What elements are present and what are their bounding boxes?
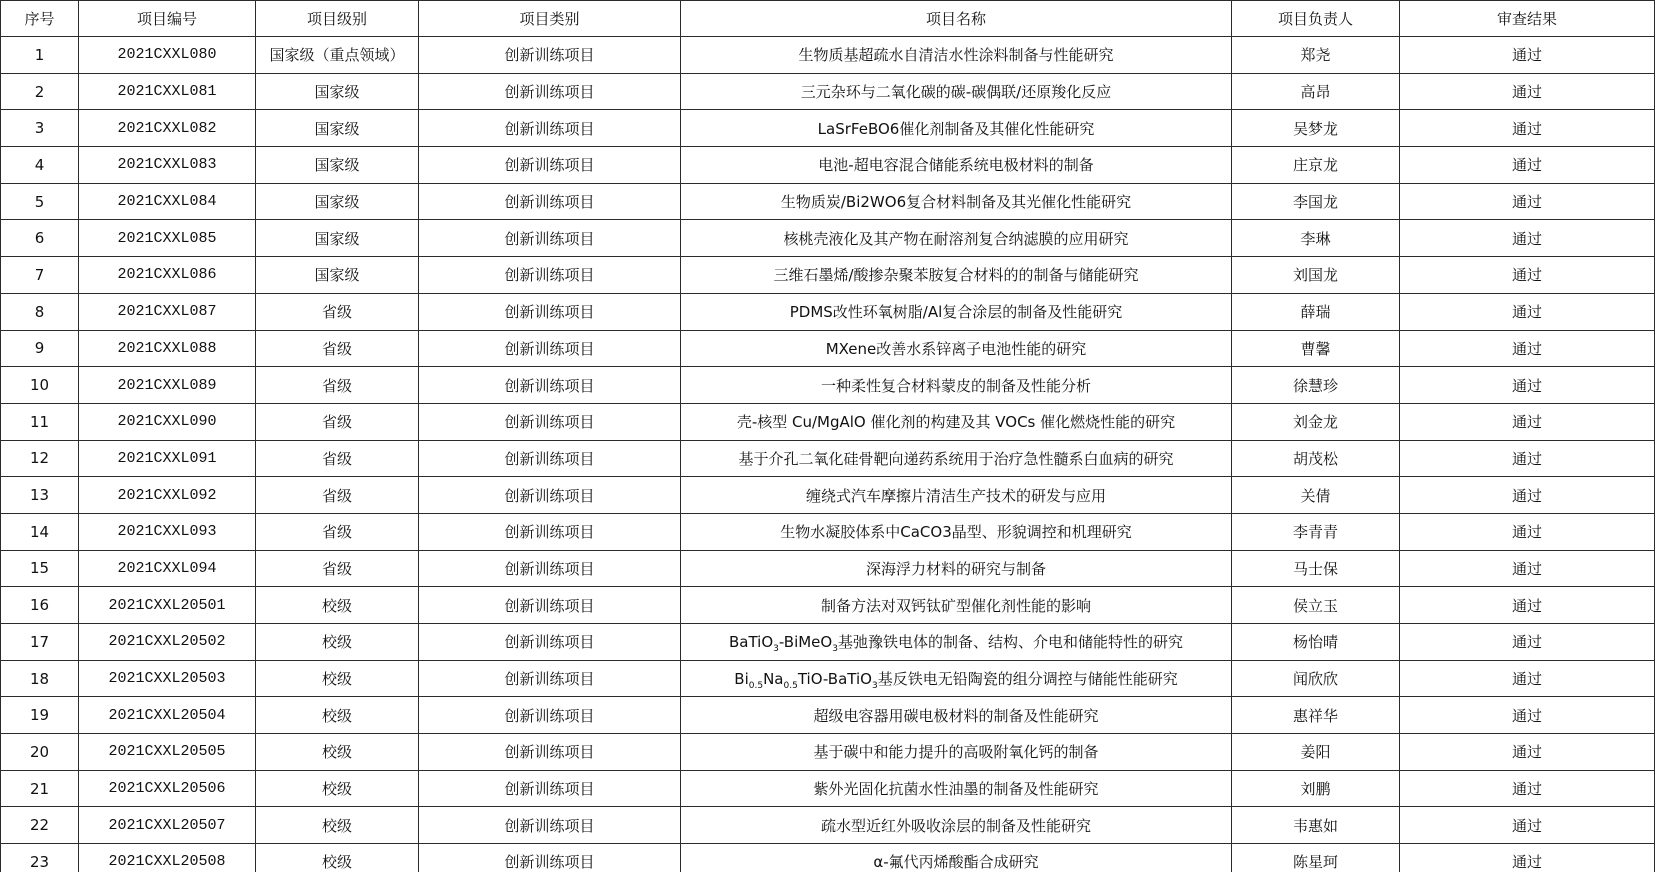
cell-name: 基于碳中和能力提升的高吸附氧化钙的制备 bbox=[681, 734, 1232, 771]
cell-no: 2 bbox=[1, 73, 79, 110]
cell-category: 创新训练项目 bbox=[419, 73, 681, 110]
name-subscript: 3 bbox=[773, 644, 779, 655]
cell-name: 紫外光固化抗菌水性油墨的制备及性能研究 bbox=[681, 770, 1232, 807]
cell-name: MXene改善水系锌离子电池性能的研究 bbox=[681, 330, 1232, 367]
cell-category: 创新训练项目 bbox=[419, 330, 681, 367]
cell-leader: 李琳 bbox=[1232, 220, 1400, 257]
cell-result: 通过 bbox=[1400, 807, 1655, 844]
name-subscript: 3 bbox=[832, 644, 838, 655]
cell-level: 校级 bbox=[256, 734, 419, 771]
cell-code: 2021CXXL20508 bbox=[79, 844, 256, 881]
cell-name: 缠绕式汽车摩擦片清洁生产技术的研发与应用 bbox=[681, 477, 1232, 514]
header-no: 序号 bbox=[1, 1, 79, 37]
cell-level: 省级 bbox=[256, 403, 419, 440]
cell-leader: 闻欣欣 bbox=[1232, 660, 1400, 697]
table-row bbox=[1, 477, 1655, 514]
table-row bbox=[1, 734, 1655, 771]
table-row bbox=[1, 257, 1655, 294]
cell-no: 5 bbox=[1, 183, 79, 220]
cell-no: 7 bbox=[1, 257, 79, 294]
cell-category: 创新训练项目 bbox=[419, 37, 681, 74]
table-row bbox=[1, 440, 1655, 477]
table-row bbox=[1, 367, 1655, 404]
cell-name: LaSrFeBO6催化剂制备及其催化性能研究 bbox=[681, 110, 1232, 147]
cell-category: 创新训练项目 bbox=[419, 513, 681, 550]
table-row bbox=[1, 110, 1655, 147]
cell-level: 省级 bbox=[256, 477, 419, 514]
cell-result: 通过 bbox=[1400, 403, 1655, 440]
cell-no: 13 bbox=[1, 477, 79, 514]
cell-level: 校级 bbox=[256, 697, 419, 734]
cell-level: 校级 bbox=[256, 660, 419, 697]
name-subscript: 0.5 bbox=[748, 681, 764, 692]
cell-leader: 刘国龙 bbox=[1232, 257, 1400, 294]
cell-code: 2021CXXL20507 bbox=[79, 807, 256, 844]
cell-result: 通过 bbox=[1400, 660, 1655, 697]
cell-no: 22 bbox=[1, 807, 79, 844]
cell-leader: 陈星珂 bbox=[1232, 844, 1400, 881]
cell-code: 2021CXXL092 bbox=[79, 477, 256, 514]
cell-leader: 姜阳 bbox=[1232, 734, 1400, 771]
cell-leader: 曹馨 bbox=[1232, 330, 1400, 367]
cell-no: 21 bbox=[1, 770, 79, 807]
cell-name: α-氟代丙烯酸酯合成研究 bbox=[681, 844, 1232, 881]
cell-category: 创新训练项目 bbox=[419, 770, 681, 807]
cell-name: 三维石墨烯/酸掺杂聚苯胺复合材料的的制备与储能研究 bbox=[681, 257, 1232, 294]
header-code: 项目编号 bbox=[79, 1, 256, 37]
cell-leader: 李国龙 bbox=[1232, 183, 1400, 220]
header-row bbox=[1, 1, 1655, 37]
cell-result: 通过 bbox=[1400, 734, 1655, 771]
table-row bbox=[1, 660, 1655, 697]
cell-result: 通过 bbox=[1400, 220, 1655, 257]
cell-no: 16 bbox=[1, 587, 79, 624]
cell-level: 国家级 bbox=[256, 73, 419, 110]
name-subscript: 3 bbox=[871, 681, 878, 692]
cell-code: 2021CXXL20502 bbox=[79, 624, 256, 661]
cell-category: 创新训练项目 bbox=[419, 293, 681, 330]
cell-category: 创新训练项目 bbox=[419, 477, 681, 514]
cell-result: 通过 bbox=[1400, 147, 1655, 184]
cell-code: 2021CXXL087 bbox=[79, 293, 256, 330]
cell-name: 生物质基超疏水自清洁水性涂料制备与性能研究 bbox=[681, 37, 1232, 74]
cell-leader: 侯立玉 bbox=[1232, 587, 1400, 624]
table-row bbox=[1, 293, 1655, 330]
cell-category: 创新训练项目 bbox=[419, 257, 681, 294]
cell-no: 17 bbox=[1, 624, 79, 661]
cell-level: 省级 bbox=[256, 330, 419, 367]
cell-no: 1 bbox=[1, 37, 79, 74]
cell-no: 23 bbox=[1, 844, 79, 881]
header-leader: 项目负责人 bbox=[1232, 1, 1400, 37]
cell-leader: 李青青 bbox=[1232, 513, 1400, 550]
header-level: 项目级别 bbox=[256, 1, 419, 37]
cell-no: 3 bbox=[1, 110, 79, 147]
cell-code: 2021CXXL20503 bbox=[79, 660, 256, 697]
cell-result: 通过 bbox=[1400, 844, 1655, 881]
cell-code: 2021CXXL093 bbox=[79, 513, 256, 550]
table-row bbox=[1, 550, 1655, 587]
cell-level: 校级 bbox=[256, 587, 419, 624]
cell-result: 通过 bbox=[1400, 367, 1655, 404]
cell-code: 2021CXXL090 bbox=[79, 403, 256, 440]
header-result: 审查结果 bbox=[1400, 1, 1655, 37]
cell-name: 壳-核型 Cu/MgAlO 催化剂的构建及其 VOCs 催化燃烧性能的研究 bbox=[681, 403, 1232, 440]
cell-name: 核桃壳液化及其产物在耐溶剂复合纳滤膜的应用研究 bbox=[681, 220, 1232, 257]
cell-leader: 韦惠如 bbox=[1232, 807, 1400, 844]
cell-level: 校级 bbox=[256, 770, 419, 807]
cell-no: 10 bbox=[1, 367, 79, 404]
cell-leader: 胡茂松 bbox=[1232, 440, 1400, 477]
cell-name: 超级电容器用碳电极材料的制备及性能研究 bbox=[681, 697, 1232, 734]
cell-result: 通过 bbox=[1400, 513, 1655, 550]
table-row bbox=[1, 770, 1655, 807]
cell-name: 生物质炭/Bi2WO6复合材料制备及其光催化性能研究 bbox=[681, 183, 1232, 220]
cell-leader: 杨怡晴 bbox=[1232, 624, 1400, 661]
cell-level: 省级 bbox=[256, 550, 419, 587]
cell-level: 国家级 bbox=[256, 110, 419, 147]
cell-category: 创新训练项目 bbox=[419, 183, 681, 220]
cell-leader: 关倩 bbox=[1232, 477, 1400, 514]
cell-leader: 刘鹏 bbox=[1232, 770, 1400, 807]
cell-level: 国家级 bbox=[256, 183, 419, 220]
cell-category: 创新训练项目 bbox=[419, 697, 681, 734]
cell-category: 创新训练项目 bbox=[419, 367, 681, 404]
cell-result: 通过 bbox=[1400, 37, 1655, 74]
cell-category: 创新训练项目 bbox=[419, 844, 681, 881]
table-row bbox=[1, 403, 1655, 440]
table-row bbox=[1, 513, 1655, 550]
cell-no: 11 bbox=[1, 403, 79, 440]
cell-name: 基于介孔二氧化硅骨靶向递药系统用于治疗急性髓系白血病的研究 bbox=[681, 440, 1232, 477]
table-body bbox=[1, 37, 1655, 881]
cell-result: 通过 bbox=[1400, 183, 1655, 220]
name-segment: -BiMeO bbox=[778, 633, 833, 652]
cell-category: 创新训练项目 bbox=[419, 550, 681, 587]
cell-result: 通过 bbox=[1400, 477, 1655, 514]
cell-leader: 徐慧珍 bbox=[1232, 367, 1400, 404]
cell-level: 校级 bbox=[256, 807, 419, 844]
cell-level: 国家级（重点领域） bbox=[256, 37, 419, 74]
table-row bbox=[1, 587, 1655, 624]
name-segment: BaTiO bbox=[729, 633, 774, 652]
name-segment: TiO-BaTiO bbox=[797, 670, 872, 689]
cell-category: 创新训练项目 bbox=[419, 807, 681, 844]
cell-category: 创新训练项目 bbox=[419, 440, 681, 477]
cell-name: 疏水型近红外吸收涂层的制备及性能研究 bbox=[681, 807, 1232, 844]
table-row bbox=[1, 73, 1655, 110]
cell-name: 制备方法对双钙钛矿型催化剂性能的影响 bbox=[681, 587, 1232, 624]
cell-result: 通过 bbox=[1400, 330, 1655, 367]
cell-result: 通过 bbox=[1400, 440, 1655, 477]
cell-category: 创新训练项目 bbox=[419, 660, 681, 697]
cell-code: 2021CXXL091 bbox=[79, 440, 256, 477]
cell-category: 创新训练项目 bbox=[419, 220, 681, 257]
cell-code: 2021CXXL081 bbox=[79, 73, 256, 110]
cell-no: 8 bbox=[1, 293, 79, 330]
cell-level: 省级 bbox=[256, 440, 419, 477]
cell-level: 省级 bbox=[256, 293, 419, 330]
cell-code: 2021CXXL080 bbox=[79, 37, 256, 74]
cell-leader: 庄京龙 bbox=[1232, 147, 1400, 184]
cell-no: 19 bbox=[1, 697, 79, 734]
cell-result: 通过 bbox=[1400, 697, 1655, 734]
cell-category: 创新训练项目 bbox=[419, 587, 681, 624]
cell-result: 通过 bbox=[1400, 293, 1655, 330]
cell-result: 通过 bbox=[1400, 770, 1655, 807]
cell-name bbox=[681, 660, 1232, 697]
cell-level: 校级 bbox=[256, 844, 419, 881]
cell-code: 2021CXXL086 bbox=[79, 257, 256, 294]
cell-leader: 马士保 bbox=[1232, 550, 1400, 587]
cell-code: 2021CXXL082 bbox=[79, 110, 256, 147]
cell-leader: 薛瑞 bbox=[1232, 293, 1400, 330]
cell-no: 15 bbox=[1, 550, 79, 587]
cell-name: 深海浮力材料的研究与制备 bbox=[681, 550, 1232, 587]
cell-name: 一种柔性复合材料蒙皮的制备及性能分析 bbox=[681, 367, 1232, 404]
cell-name: PDMS改性环氧树脂/Al复合涂层的制备及性能研究 bbox=[681, 293, 1232, 330]
cell-level: 国家级 bbox=[256, 220, 419, 257]
cell-leader: 高昂 bbox=[1232, 73, 1400, 110]
cell-leader: 吴梦龙 bbox=[1232, 110, 1400, 147]
cell-result: 通过 bbox=[1400, 587, 1655, 624]
table-row bbox=[1, 147, 1655, 184]
cell-no: 18 bbox=[1, 660, 79, 697]
header-category: 项目类别 bbox=[419, 1, 681, 37]
cell-level: 国家级 bbox=[256, 257, 419, 294]
name-segment: Bi bbox=[734, 670, 749, 689]
name-segment: 基弛豫铁电体的制备、结构、介电和储能特性的研究 bbox=[837, 633, 1183, 652]
cell-no: 4 bbox=[1, 147, 79, 184]
cell-code: 2021CXXL20504 bbox=[79, 697, 256, 734]
name-segment: 基反铁电无铅陶瓷的组分调控与储能性能研究 bbox=[877, 670, 1178, 689]
cell-category: 创新训练项目 bbox=[419, 734, 681, 771]
cell-name: 三元杂环与二氧化碳的碳-碳偶联/还原羧化反应 bbox=[681, 73, 1232, 110]
cell-category: 创新训练项目 bbox=[419, 403, 681, 440]
cell-category: 创新训练项目 bbox=[419, 110, 681, 147]
cell-result: 通过 bbox=[1400, 257, 1655, 294]
cell-no: 20 bbox=[1, 734, 79, 771]
cell-category: 创新训练项目 bbox=[419, 624, 681, 661]
cell-leader: 刘金龙 bbox=[1232, 403, 1400, 440]
cell-no: 6 bbox=[1, 220, 79, 257]
header-name: 项目名称 bbox=[681, 1, 1232, 37]
cell-name: 生物水凝胶体系中CaCO3晶型、形貌调控和机理研究 bbox=[681, 513, 1232, 550]
table-row bbox=[1, 183, 1655, 220]
cell-category: 创新训练项目 bbox=[419, 147, 681, 184]
cell-result: 通过 bbox=[1400, 624, 1655, 661]
cell-code: 2021CXXL083 bbox=[79, 147, 256, 184]
cell-no: 14 bbox=[1, 513, 79, 550]
name-subscript: 0.5 bbox=[783, 681, 798, 692]
cell-code: 2021CXXL085 bbox=[79, 220, 256, 257]
cell-result: 通过 bbox=[1400, 73, 1655, 110]
cell-name: 电池-超电容混合储能系统电极材料的制备 bbox=[681, 147, 1232, 184]
cell-level: 省级 bbox=[256, 367, 419, 404]
table-row bbox=[1, 330, 1655, 367]
cell-code: 2021CXXL20506 bbox=[79, 770, 256, 807]
cell-leader: 郑尧 bbox=[1232, 37, 1400, 74]
cell-level: 省级 bbox=[256, 513, 419, 550]
table-row bbox=[1, 697, 1655, 734]
cell-no: 12 bbox=[1, 440, 79, 477]
cell-result: 通过 bbox=[1400, 550, 1655, 587]
name-segment: Na bbox=[763, 670, 784, 689]
cell-code: 2021CXXL094 bbox=[79, 550, 256, 587]
cell-code: 2021CXXL089 bbox=[79, 367, 256, 404]
sheet-bottom-margin bbox=[0, 872, 1655, 886]
cell-code: 2021CXXL084 bbox=[79, 183, 256, 220]
cell-result: 通过 bbox=[1400, 110, 1655, 147]
table-row bbox=[1, 220, 1655, 257]
cell-code: 2021CXXL20501 bbox=[79, 587, 256, 624]
cell-leader: 惠祥华 bbox=[1232, 697, 1400, 734]
cell-code: 2021CXXL20505 bbox=[79, 734, 256, 771]
cell-level: 国家级 bbox=[256, 147, 419, 184]
table-row bbox=[1, 624, 1655, 661]
cell-code: 2021CXXL088 bbox=[79, 330, 256, 367]
cell-name bbox=[681, 624, 1232, 661]
table-row bbox=[1, 37, 1655, 74]
table-row bbox=[1, 807, 1655, 844]
cell-level: 校级 bbox=[256, 624, 419, 661]
cell-no: 9 bbox=[1, 330, 79, 367]
